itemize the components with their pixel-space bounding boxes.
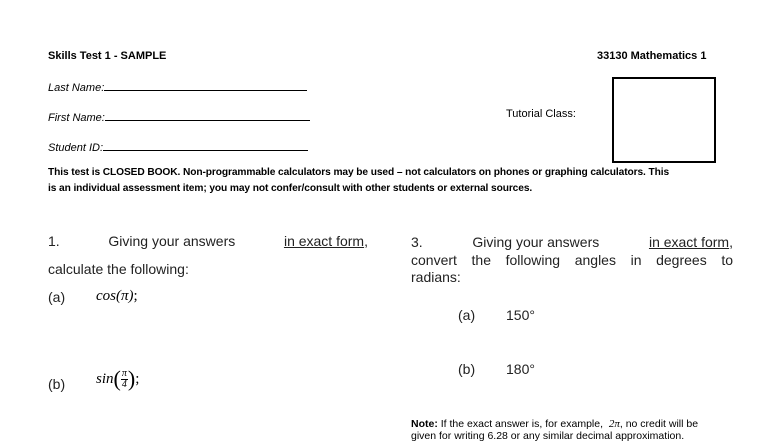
q1b-end: ; bbox=[135, 370, 140, 387]
student-id-line bbox=[103, 139, 308, 151]
note-label: Note: bbox=[411, 418, 438, 430]
note-line-1 bbox=[411, 418, 741, 430]
q1a-func: cos bbox=[96, 288, 116, 304]
q1b-fraction bbox=[121, 369, 128, 390]
student-id-field bbox=[48, 139, 308, 154]
q1-intro: Giving your answers bbox=[108, 233, 236, 249]
test-notice bbox=[48, 165, 748, 197]
q3-emphasis: in exact form bbox=[648, 234, 730, 250]
first-name-line bbox=[105, 109, 310, 121]
last-name-field bbox=[48, 79, 307, 94]
q1b-denominator: 4 bbox=[121, 378, 127, 390]
q3-comma: , bbox=[729, 234, 733, 250]
q1-emphasis: in exact form bbox=[283, 233, 365, 249]
q3-intro: Giving your answers bbox=[472, 234, 600, 250]
note-text-2: , no credit will be bbox=[619, 418, 699, 430]
note-line-2: given for writing 6.28 or any similar decimal approximation. bbox=[411, 430, 685, 442]
q3b-value: 180° bbox=[506, 361, 535, 377]
q1a-end: ; bbox=[133, 288, 138, 304]
q3a-value: 150° bbox=[506, 307, 535, 323]
q1a-label: (a) bbox=[48, 289, 66, 305]
q1a-expression bbox=[96, 288, 138, 305]
exact-answer-note bbox=[411, 418, 741, 442]
last-name-line bbox=[104, 79, 307, 91]
q3-line-3: radians: bbox=[411, 269, 461, 285]
q1b-close-paren: ) bbox=[127, 366, 136, 391]
note-text-1: If the exact answer is, for example, bbox=[437, 418, 609, 430]
q3-line-2: convert the following angles in degrees to bbox=[411, 252, 733, 268]
notice-line-1: This test is CLOSED BOOK. Non-programmable calculators may be used – not calculators on phones or graphing calculators. This bbox=[48, 167, 670, 178]
q3a-label: (a) bbox=[458, 307, 476, 323]
first-name-field bbox=[48, 109, 310, 124]
q3b-label: (b) bbox=[458, 361, 476, 377]
q1a-arg: (π) bbox=[116, 288, 134, 304]
first-name-label: First Name: bbox=[48, 112, 105, 124]
q1-line-2: calculate the following: bbox=[48, 261, 189, 277]
q1-comma: , bbox=[364, 233, 368, 249]
student-id-label: Student ID: bbox=[48, 142, 104, 154]
q1-number: 1. bbox=[48, 233, 60, 249]
tutorial-class-box bbox=[612, 77, 716, 163]
course-title: 33130 Mathematics 1 bbox=[597, 50, 707, 62]
q1-line-1 bbox=[48, 233, 368, 249]
q3-number: 3. bbox=[411, 234, 423, 250]
last-name-label: Last Name: bbox=[48, 82, 105, 94]
q1b-func: sin bbox=[96, 370, 114, 387]
note-example: 2π bbox=[608, 418, 620, 430]
tutorial-class-label: Tutorial Class: bbox=[506, 108, 576, 120]
q3-line-1 bbox=[411, 234, 733, 250]
q1b-open-paren: ( bbox=[113, 366, 121, 391]
q1b-expression bbox=[96, 366, 139, 392]
q1b-label: (b) bbox=[48, 376, 66, 392]
test-title: Skills Test 1 - SAMPLE bbox=[48, 50, 167, 62]
q1b-numerator: π bbox=[121, 367, 127, 379]
notice-line-2: is an individual assessment item; you may not confer/consult with other students or external sources. bbox=[48, 183, 533, 194]
